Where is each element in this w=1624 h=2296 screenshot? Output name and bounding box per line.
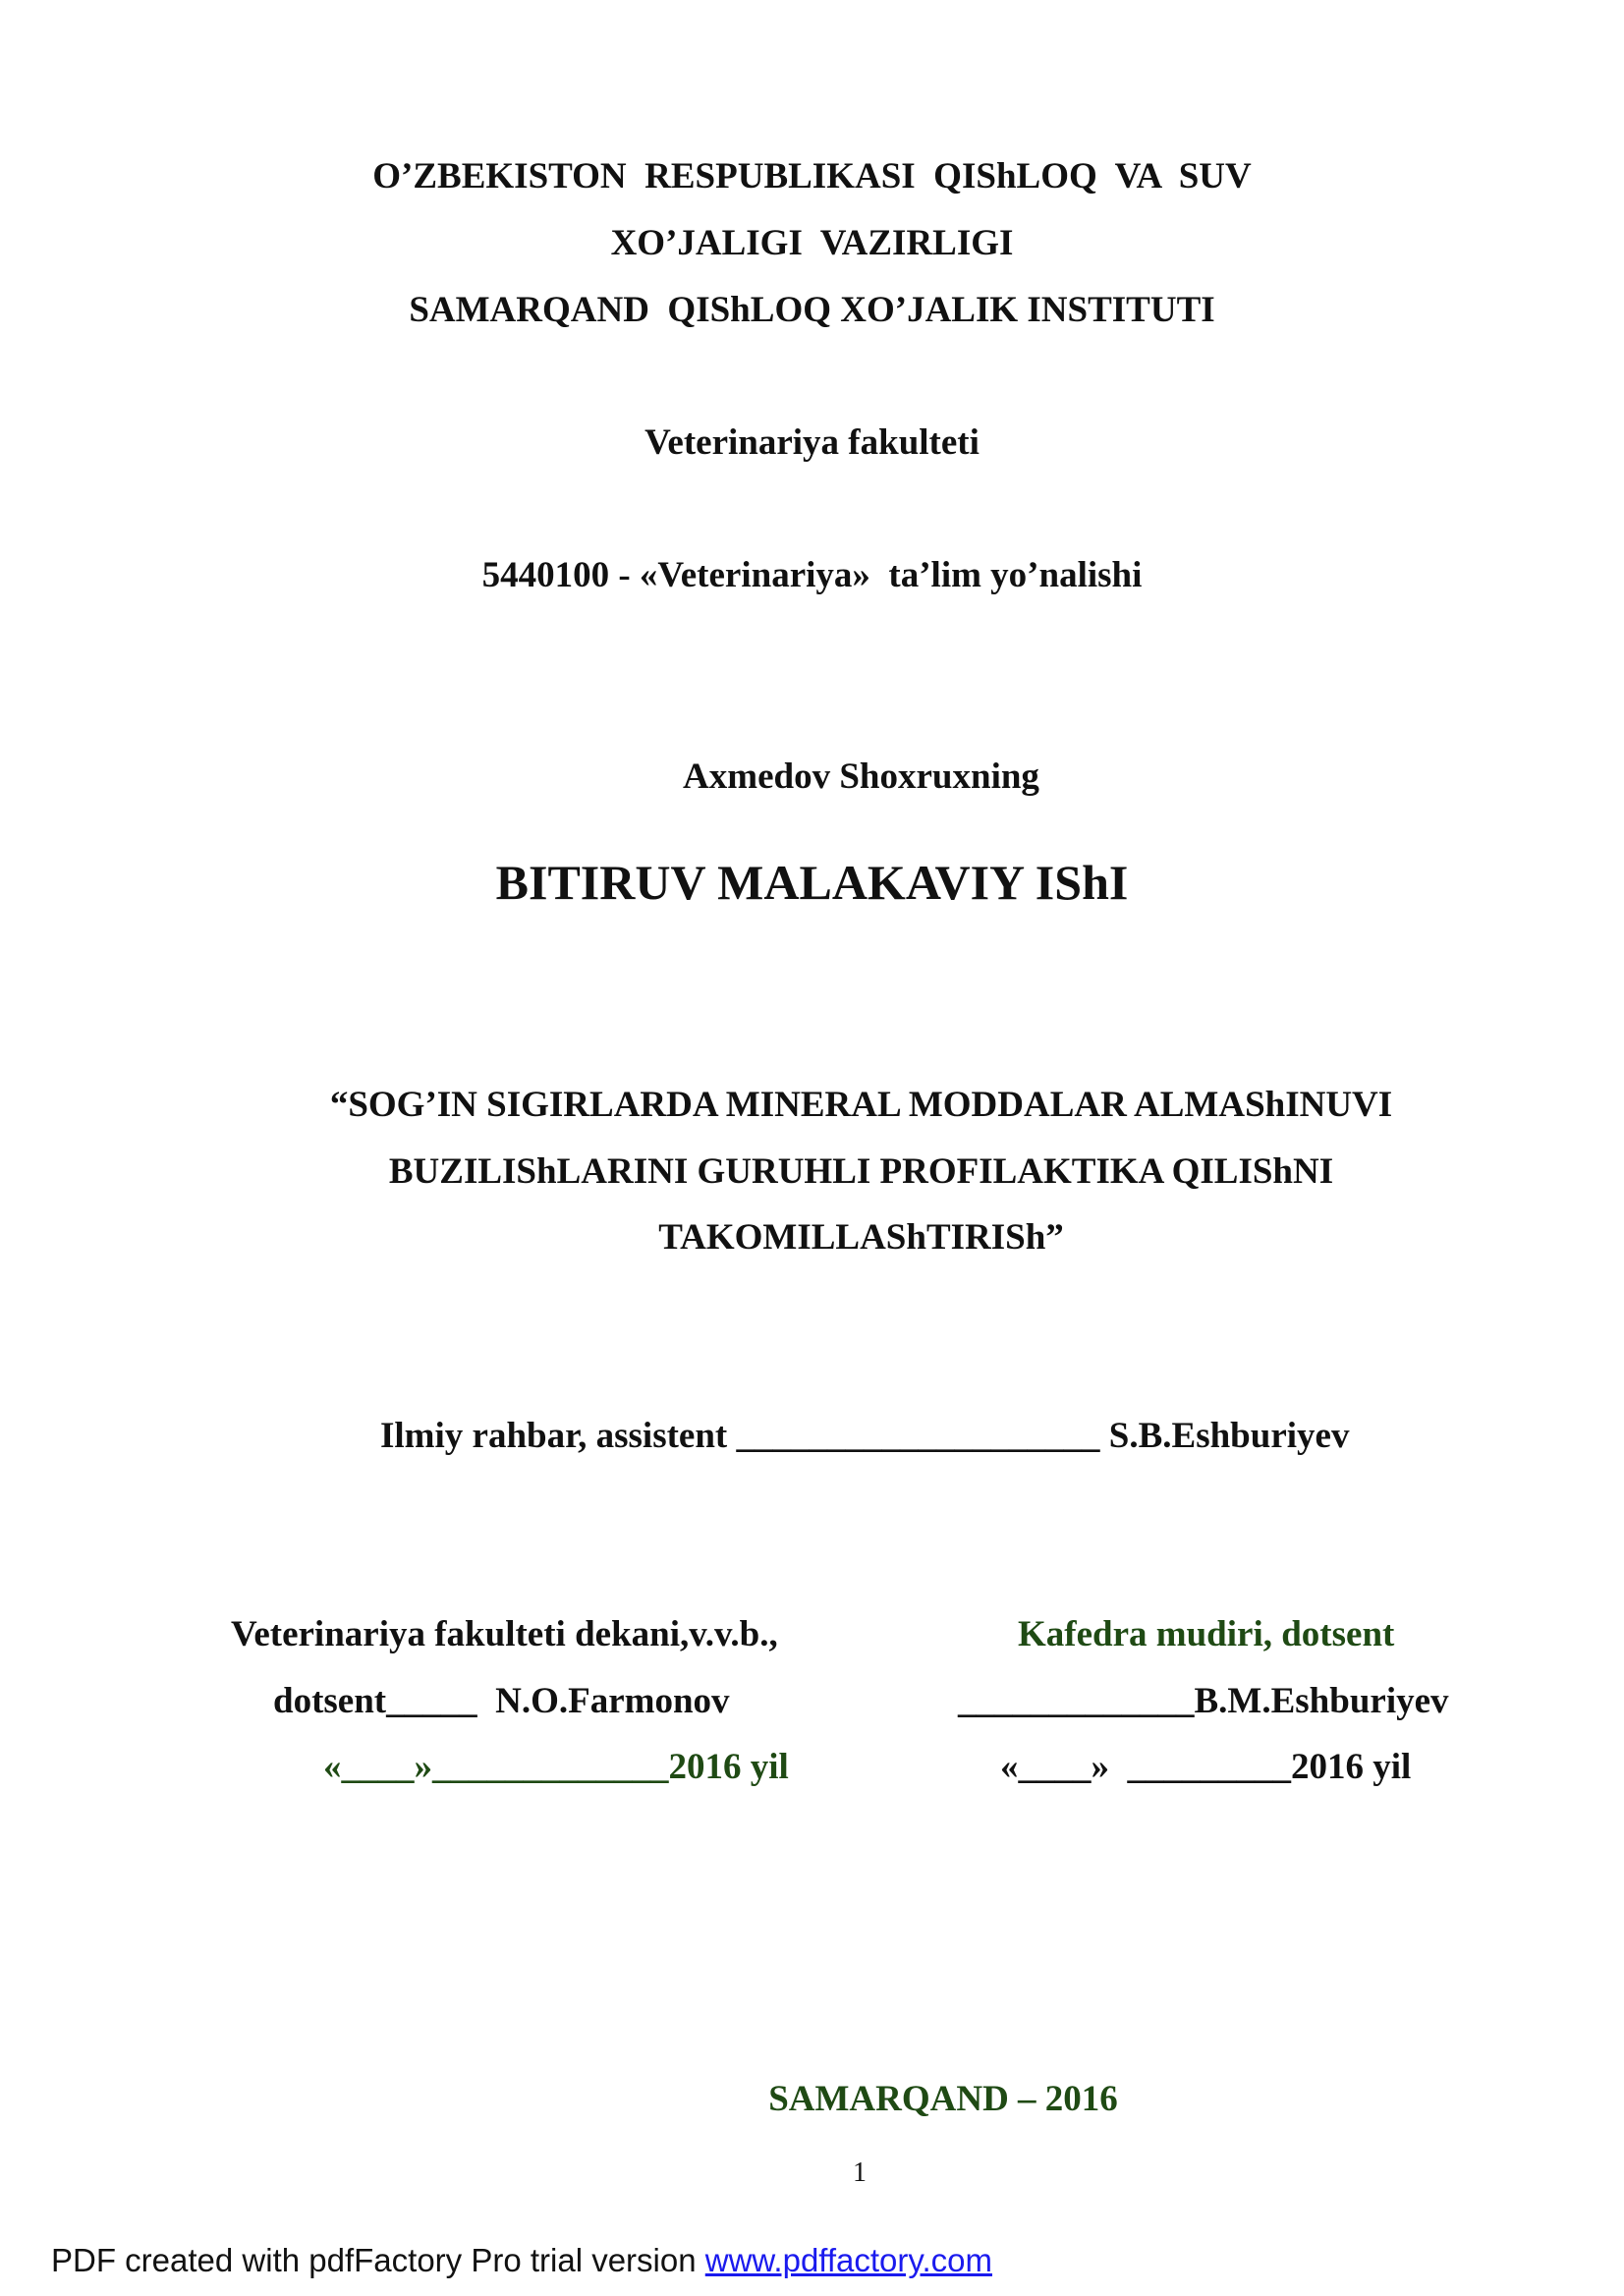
topic-line-1: “SOG’IN SIGIRLARDA MINERAL MODDALAR ALMAShINUVI xyxy=(329,1085,1393,1125)
specialty: 5440100 - «Veterinariya» ta’lim yo’nalishi xyxy=(481,555,1143,595)
ministry-line-2: XO’JALIGI VAZIRLIGI xyxy=(610,223,1014,263)
department-head-title: Kafedra mudiri, dotsent xyxy=(1018,1614,1395,1654)
footer-text: PDF created with pdfFactory Pro trial version xyxy=(51,2242,705,2278)
dean-title: Veterinariya fakulteti dekani,v.v.b., xyxy=(231,1614,778,1654)
topic-line-2: BUZILIShLARINI GURUHLI PROFILAKTIKA QILIShNI xyxy=(388,1151,1334,1192)
city-year: SAMARQAND – 2016 xyxy=(768,2079,1118,2119)
topic-line-3: TAKOMILLAShTIRISh” xyxy=(658,1217,1064,1258)
dean-name-line: dotsent_____ N.O.Farmonov xyxy=(273,1681,730,1721)
department-head-date-line: «____» _________2016 yil xyxy=(1000,1747,1412,1787)
supervisor-line: Ilmiy rahbar, assistent ____________________ S.B.Eshburiyev xyxy=(380,1416,1350,1456)
author-name: Axmedov Shoxruxning xyxy=(683,756,1039,797)
footer-link[interactable]: www.pdffactory.com xyxy=(704,2242,992,2278)
dean-date-line: «____»_____________2016 yil xyxy=(323,1747,789,1787)
pdf-footer xyxy=(51,2242,992,2279)
work-type-title: BITIRUV MALAKAVIY IShI xyxy=(495,855,1129,910)
page-number: 1 xyxy=(853,2157,867,2188)
ministry-line-1: O’ZBEKISTON RESPUBLIKASI QIShLOQ VA SUV xyxy=(372,156,1252,196)
institute-name: SAMARQAND QIShLOQ XO’JALIK INSTITUTI xyxy=(409,290,1215,330)
department-head-name-line: _____________B.M.Eshburiyev xyxy=(958,1681,1449,1721)
faculty-name: Veterinariya fakulteti xyxy=(644,422,980,463)
